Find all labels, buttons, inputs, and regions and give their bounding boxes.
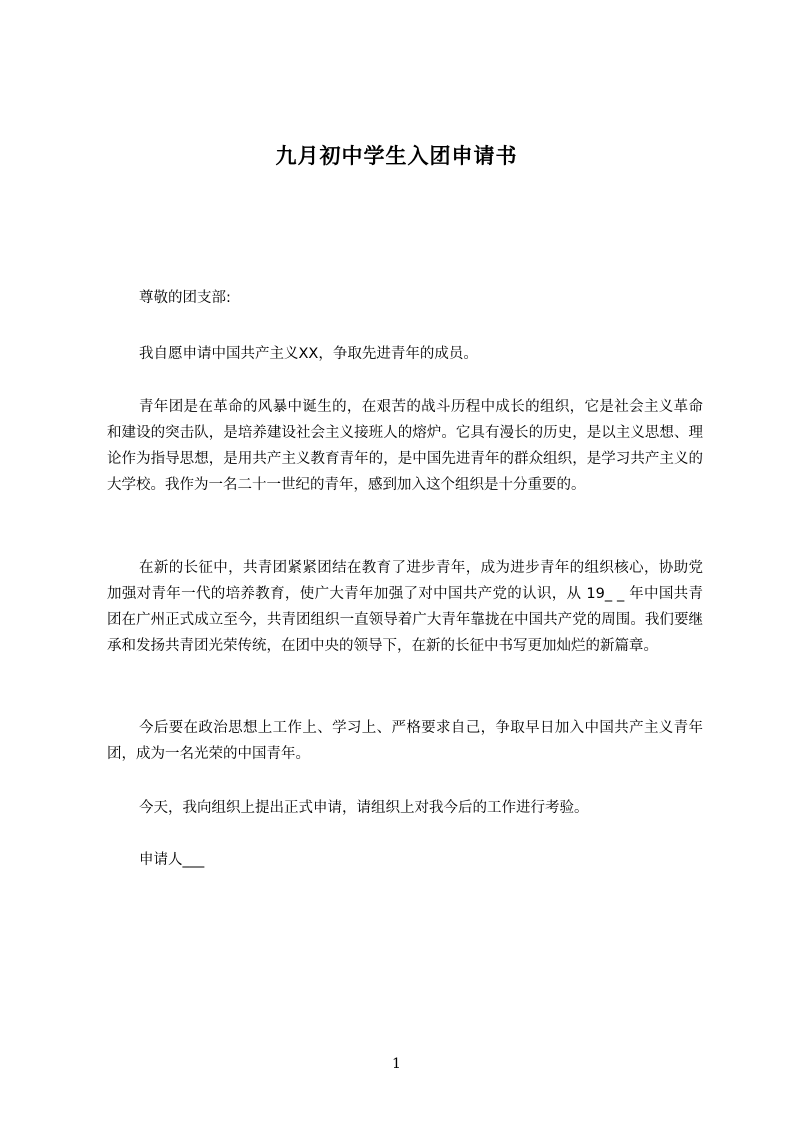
paragraph-5: 今天，我向组织上提出正式申请，请组织上对我今后的工作进行考验。	[139, 800, 589, 816]
paragraph-1: 我自愿申请中国共产主义XX，争取先进青年的成员。	[139, 346, 478, 362]
salutation: 尊敬的团支部:	[139, 290, 231, 306]
signature-line: 申请人___	[139, 852, 205, 868]
document-title: 九月初中学生入团申请书	[275, 144, 518, 168]
paragraph-2: 青年团是在革命的风暴中诞生的，在艰苦的战斗历程中成长的组织，它是社会主义革命和建设的突击队，是培养建设社会主义接班人的熔炉。它具有漫长的历史，是以主义思想、理论作为指导思想，是用共产主义教育青年的，是中国先进青年的群众组织，是学习共产主义的大学校。我作为一名二十一世纪的青年，感到加入这个组织是十分重要的。	[107, 399, 703, 493]
page-number: 1	[392, 1056, 401, 1072]
paragraph-4: 今后要在政治思想上工作上、学习上、严格要求自己，争取早日加入中国共产主义青年团，成为一名光荣的中国青年。	[107, 720, 703, 762]
paragraph-3: 在新的长征中，共青团紧紧团结在教育了进步青年，成为进步青年的组织核心，协助党加强对青年一代的培养教育，使广大青年加强了对中国共产党的认识，从 19_ _ 年中国共青团在广州正式成立至今，共青团组织一直领导着广大青年靠拢在中国共产党的周围。我们要继承和发扬共青团光荣传统，在团中央的领导下，在新的长征中书写更加灿烂的新篇章。	[107, 560, 703, 654]
